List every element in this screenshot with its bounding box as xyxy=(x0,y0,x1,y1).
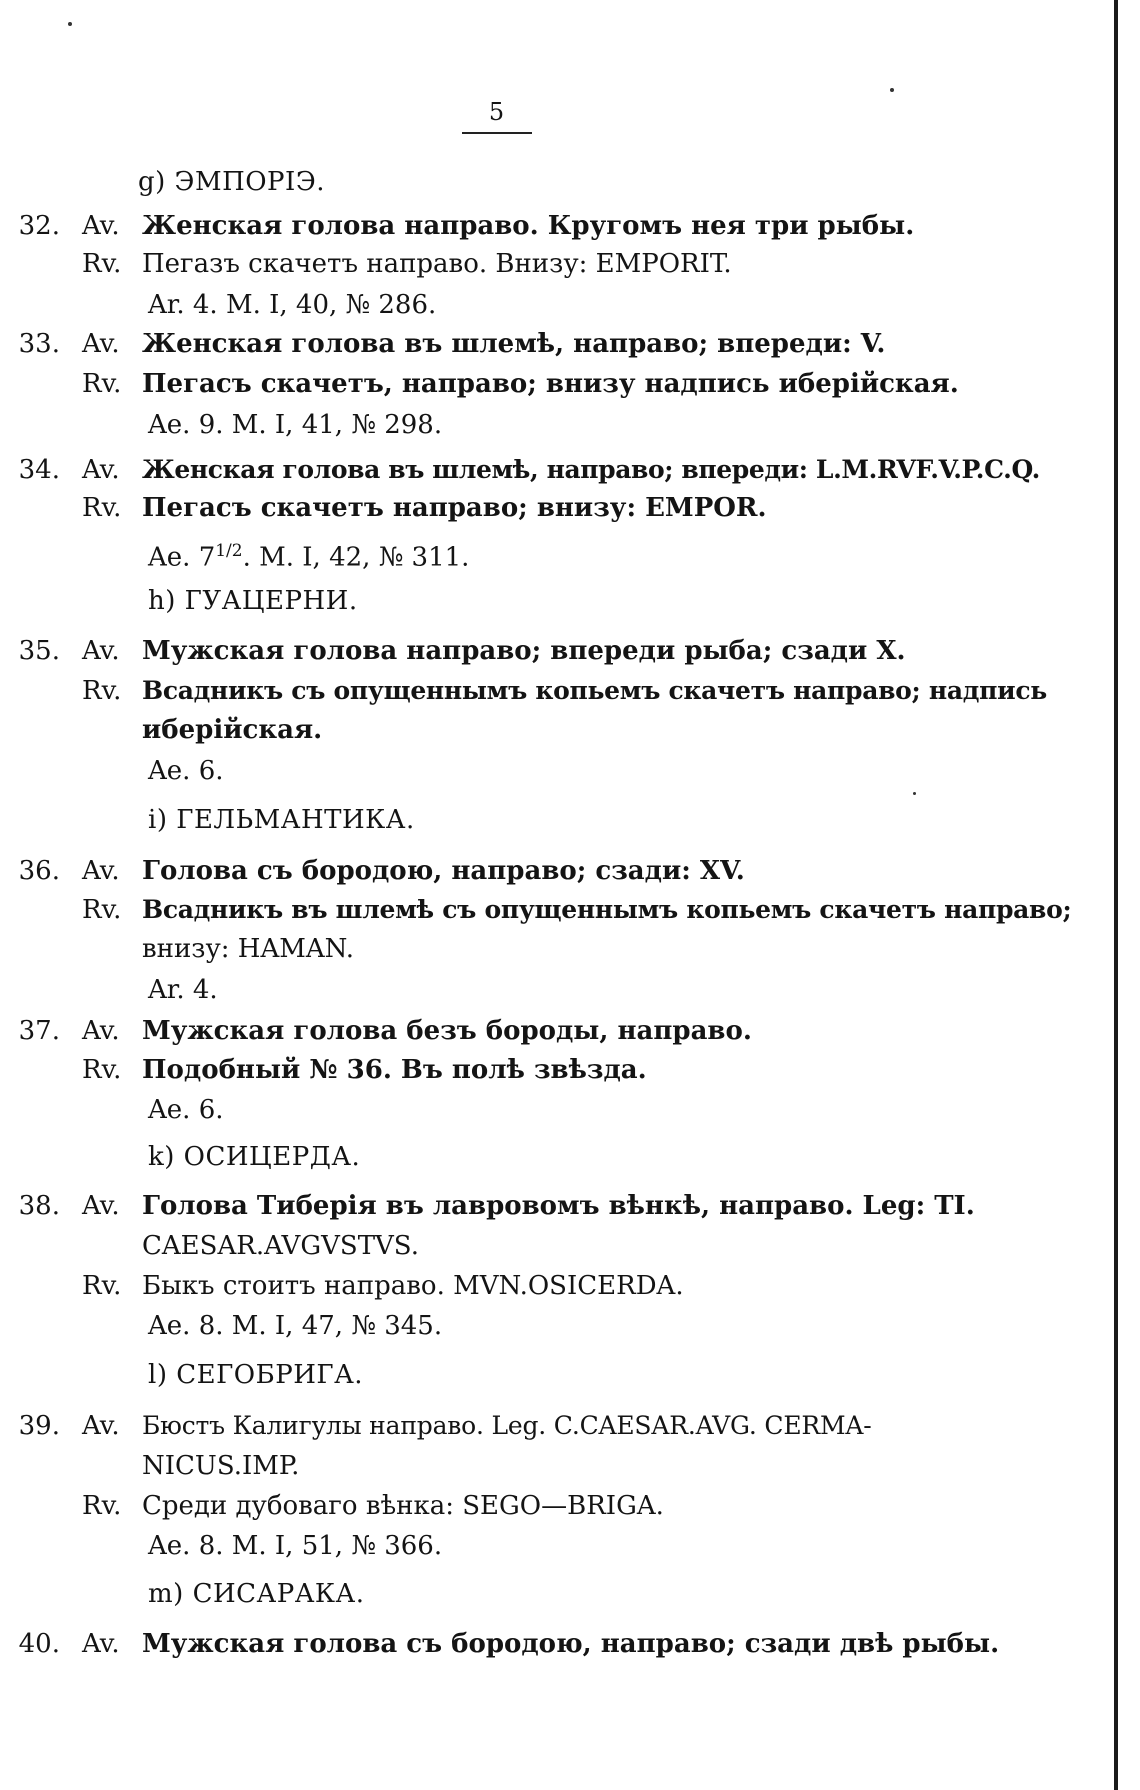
rv-text: Всадникъ въ шлемѣ съ опущеннымъ копьемъ скачетъ направо; xyxy=(142,895,1072,924)
rv-label: Rv. xyxy=(82,369,122,399)
rv-label: Rv. xyxy=(82,249,122,279)
av-label: Av. xyxy=(82,329,120,359)
print-speck xyxy=(68,22,72,26)
av-text: Женская голова въ шлемѣ, направо; впереди: V. xyxy=(142,329,886,359)
av-text: Женская голова въ шлемѣ, направо; впереди: L.M.RVF.V.P.C.Q. xyxy=(142,455,1040,484)
av-text: Голова съ бородою, направо; сзади: XV. xyxy=(142,856,745,886)
rv-text: Подобный № 36. Въ полѣ звѣзда. xyxy=(142,1055,647,1085)
ref-rest: . M. I, 42, № 311. xyxy=(242,542,470,573)
entry-36-ref: Ar. 4. xyxy=(148,975,218,1005)
av-text: Бюстъ Калигулы направо. Leg. C.CAESAR.AVG. CERMA- xyxy=(142,1411,872,1440)
rv-text-continued: иберійская. xyxy=(142,715,323,745)
entry-number: 36. xyxy=(18,856,60,886)
rv-text: Быкъ стоитъ направо. MVN.OSICERDA. xyxy=(142,1271,684,1301)
entry-number: 33. xyxy=(18,329,60,359)
entry-number: 40. xyxy=(18,1629,60,1659)
rv-label: Rv. xyxy=(82,1271,122,1301)
ref-fraction: 1/2 xyxy=(215,541,243,561)
print-speck xyxy=(913,792,916,795)
ref-main: Ae. 7 xyxy=(148,542,216,573)
av-text: Голова Тиберія въ лавровомъ вѣнкѣ, направо. Leg: TI. xyxy=(142,1191,975,1221)
av-label: Av. xyxy=(82,636,120,666)
rv-label: Rv. xyxy=(82,676,122,706)
entry-number: 34. xyxy=(18,455,60,485)
entry-number: 38. xyxy=(18,1191,60,1221)
entry-34-ref xyxy=(148,535,469,574)
section-heading: h) ГУАЦЕРНИ. xyxy=(148,586,358,616)
entry-number: 37. xyxy=(18,1016,60,1046)
av-text: Женская голова направо. Кругомъ нея три рыбы. xyxy=(142,211,915,241)
page-number-rule xyxy=(462,132,532,134)
entry-35-ref: Ae. 6. xyxy=(148,756,224,786)
entry-37-ref: Ae. 6. xyxy=(148,1095,224,1125)
entry-32-ref: Ar. 4. M. I, 40, № 286. xyxy=(148,290,437,320)
rv-text: Всадникъ съ опущеннымъ копьемъ скачетъ направо; надпись xyxy=(142,676,1047,705)
entry-33-ref: Ae. 9. M. I, 41, № 298. xyxy=(148,410,443,440)
print-speck xyxy=(890,88,894,92)
section-heading: i) ГЕЛЬМАНТИКА. xyxy=(148,805,415,835)
av-label: Av. xyxy=(82,211,120,241)
av-label: Av. xyxy=(82,1191,120,1221)
av-label: Av. xyxy=(82,455,120,485)
entry-number: 39. xyxy=(18,1411,60,1441)
rv-label: Rv. xyxy=(82,1491,122,1521)
rv-text: Среди дубоваго вѣнка: SEGO—BRIGA. xyxy=(142,1491,664,1521)
av-text: Мужская голова съ бородою, направо; сзади двѣ рыбы. xyxy=(142,1629,1000,1659)
av-label: Av. xyxy=(82,1629,120,1659)
rv-text: Пегазъ скачетъ направо. Внизу: EMPORIT. xyxy=(142,249,732,279)
entry-number: 32. xyxy=(18,211,60,241)
av-text: Мужская голова безъ бороды, направо. xyxy=(142,1016,752,1046)
av-text-continued: NICUS.IMP. xyxy=(142,1451,300,1481)
rv-text: Пегасъ скачетъ, направо; внизу надпись иберійская. xyxy=(142,369,959,399)
rv-text: Пегасъ скачетъ направо; внизу: EMPOR. xyxy=(142,493,767,523)
rv-text-continued: внизу: HAMAN. xyxy=(142,934,354,964)
rv-label: Rv. xyxy=(82,493,122,523)
av-label: Av. xyxy=(82,1016,120,1046)
av-label: Av. xyxy=(82,1411,120,1441)
rv-label: Rv. xyxy=(82,1055,122,1085)
section-heading: l) СЕГОБРИГА. xyxy=(148,1360,364,1390)
av-text: Мужская голова направо; впереди рыба; сзади X. xyxy=(142,636,906,666)
entry-number: 35. xyxy=(18,636,60,666)
section-heading: m) СИСАРАКА. xyxy=(148,1579,365,1609)
section-heading: g) ЭМПОРІЭ. xyxy=(138,167,325,197)
section-heading: k) ОСИЦЕРДА. xyxy=(148,1142,361,1172)
entry-38-ref: Ae. 8. M. I, 47, № 345. xyxy=(148,1311,443,1341)
av-label: Av. xyxy=(82,856,120,886)
page-number: 5 xyxy=(488,98,506,126)
entry-39-ref: Ae. 8. M. I, 51, № 366. xyxy=(148,1531,443,1561)
av-text-continued: CAESAR.AVGVSTVS. xyxy=(142,1231,419,1261)
page-edge-shadow xyxy=(1114,0,1118,1790)
rv-label: Rv. xyxy=(82,895,122,925)
